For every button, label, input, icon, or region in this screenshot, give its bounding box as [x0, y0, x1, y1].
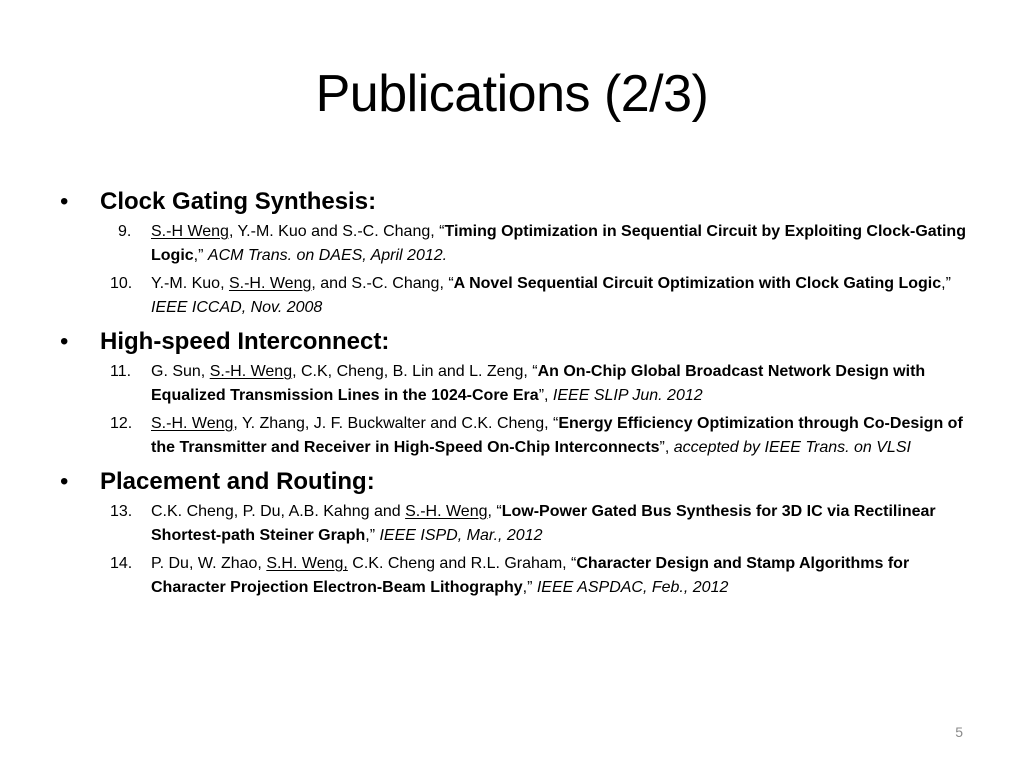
reference-item	[60, 220, 970, 268]
reference-title: Low-Power Gated Bus Synthesis for 3D IC via Rectilinear Shortest-path Steiner Graph	[151, 503, 936, 544]
reference-item	[60, 272, 970, 320]
reference-item	[60, 500, 970, 548]
reference-author-highlight: S.-H. Weng	[209, 363, 293, 380]
reference-authors-post: , and S.-C. Chang, “	[311, 275, 454, 292]
reference-venue: ACM Trans. on DAES, April 2012.	[207, 247, 448, 264]
reference-author-highlight: S.-H Weng	[151, 223, 229, 240]
reference-number: 13.	[110, 503, 133, 520]
section-heading	[60, 326, 970, 358]
reference-authors-post: C.K. Cheng and R.L. Graham, “	[347, 555, 577, 572]
reference-title: An On-Chip Global Broadcast Network Design with Equalized Transmission Lines in the 1024-Core Era	[151, 363, 926, 404]
reference-authors-pre: P. Du, W. Zhao,	[151, 555, 267, 572]
reference-item	[60, 552, 970, 600]
reference-venue: accepted by IEEE Trans. on VLSI	[673, 439, 911, 456]
reference-author-highlight: S.-H. Weng	[228, 275, 312, 292]
reference-authors-post: , C.K, Cheng, B. Lin and L. Zeng, “	[292, 363, 538, 380]
section-heading-text: Placement and Routing:	[100, 468, 375, 495]
reference-list	[60, 360, 970, 460]
reference-punct: ”,	[538, 387, 553, 404]
reference-punct: ,”	[941, 275, 951, 292]
reference-venue: IEEE ISPD, Mar., 2012	[379, 527, 543, 544]
section-high-speed-interconnect	[60, 326, 970, 460]
reference-punct: ,”	[522, 579, 537, 596]
reference-punct: ”,	[659, 439, 674, 456]
reference-venue: IEEE ASPDAC, Feb., 2012	[536, 579, 729, 596]
bullet-icon: •	[60, 468, 69, 495]
reference-title: Character Design and Stamp Algorithms for Character Projection Electron-Beam Lithography	[151, 555, 910, 596]
reference-title: A Novel Sequential Circuit Optimization with Clock Gating Logic	[453, 275, 942, 292]
bullet-icon: •	[60, 188, 69, 215]
slide-title: Publications (2/3)	[315, 65, 709, 123]
reference-venue: IEEE ICCAD, Nov. 2008	[151, 299, 323, 316]
section-heading-text: High-speed Interconnect:	[100, 328, 390, 355]
reference-punct: ,”	[365, 527, 380, 544]
section-heading	[60, 186, 970, 218]
reference-number: 11.	[110, 363, 132, 380]
section-clock-gating	[60, 186, 970, 320]
page-number: 5	[955, 724, 963, 740]
bullet-icon: •	[60, 328, 69, 355]
reference-number: 12.	[110, 415, 133, 432]
reference-authors-pre: C.K. Cheng, P. Du, A.B. Kahng and	[151, 503, 406, 520]
reference-venue: IEEE SLIP Jun. 2012	[552, 387, 703, 404]
reference-authors-post: , Y. Zhang, J. F. Buckwalter and C.K. Cheng, “	[233, 415, 559, 432]
reference-list	[60, 220, 970, 320]
section-heading-text: Clock Gating Synthesis:	[100, 188, 377, 215]
reference-item	[60, 412, 970, 460]
reference-punct: ,”	[193, 247, 208, 264]
reference-authors-post: , Y.-M. Kuo and S.-C. Chang, “	[228, 223, 445, 240]
reference-author-highlight: S.-H. Weng	[151, 415, 234, 432]
reference-authors-pre: Y.-M. Kuo,	[151, 275, 229, 292]
slide-content	[60, 186, 970, 606]
section-placement-routing	[60, 466, 970, 600]
reference-number: 14.	[110, 555, 133, 572]
reference-authors-pre: G. Sun,	[151, 363, 210, 380]
reference-number: 9.	[118, 223, 132, 240]
reference-authors-post: , “	[487, 503, 502, 520]
reference-author-highlight: S.-H. Weng	[405, 503, 488, 520]
reference-title: Energy Efficiency Optimization through Co-Design of the Transmitter and Receiver in High-Speed On-Chip Interconnects	[151, 415, 963, 456]
reference-number: 10.	[110, 275, 133, 292]
section-heading	[60, 466, 970, 498]
reference-title: Timing Optimization in Sequential Circuit by Exploiting Clock-Gating Logic	[151, 223, 966, 264]
reference-item	[60, 360, 970, 408]
reference-author-highlight: S.H. Weng,	[266, 555, 348, 572]
reference-list	[60, 500, 970, 600]
